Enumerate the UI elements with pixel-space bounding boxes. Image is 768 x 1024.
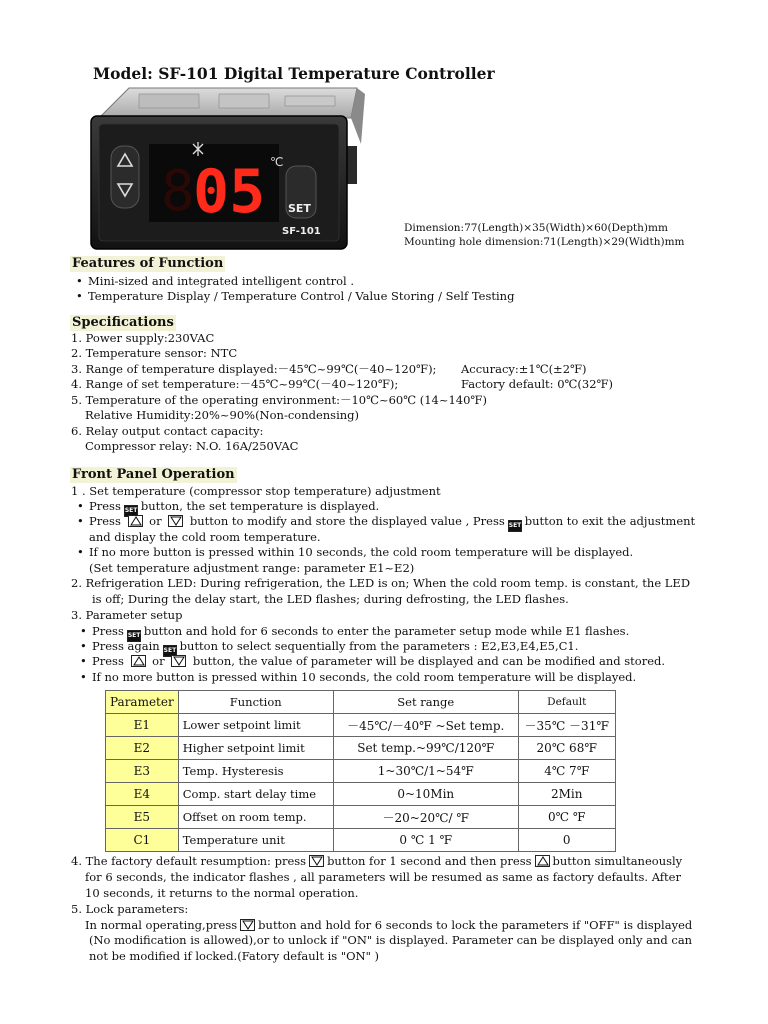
spec-line: 2. Temperature sensor: NTC [71,346,238,360]
s1-bullet-3: • If no more button is pressed within 10 seconds, the cold room temperature will be displayed. [89,545,633,560]
s5-line-2: (No modification is allowed),or to unlock if "ON" is displayed. Parameter can be displayed only and can [89,933,693,947]
down-triangle-key-icon [168,515,183,527]
specifications-heading: Specifications [72,315,174,330]
header-function: Function [178,691,333,714]
param-function: Comp. start delay time [178,783,333,806]
table-row [106,783,616,806]
param-function: Temperature unit [178,829,333,852]
s3-bullet-3: • Press or button, the value of parameter will be displayed and can be modified and stored. [92,654,665,669]
s5-title: 5. Lock parameters: [71,902,189,916]
up-triangle-key-icon [128,515,143,527]
param-default: 2Min [518,783,615,806]
header-parameter: Parameter [106,691,179,714]
down-triangle-key-icon [309,855,324,867]
s3-bullet-4: • If no more button is pressed within 10 seconds, the cold room temperature will be displayed. [92,670,636,685]
set-key-icon: SET [508,520,522,532]
model-label: SF-101 [282,226,321,237]
param-code: E2 [106,737,179,760]
spec-line: Relative Humidity:20%~90%(Non-condensing) [85,408,360,422]
param-range: Set temp.~99℃/120℉ [333,737,518,760]
param-code: E1 [106,714,179,737]
param-range: 1~30℃/1~54℉ [333,760,518,783]
spec-factory-default: Factory default: 0℃(32℉) [461,377,614,391]
spec-line: 6. Relay output contact capacity: [71,424,264,438]
down-triangle-key-icon [171,655,186,667]
set-button-label: SET [288,202,311,215]
dimension-line: Dimension:77(Length)×35(Width)×60(Depth)mm [404,222,668,234]
feature-item: • Temperature Display / Temperature Control / Value Storing / Self Testing [88,289,514,304]
param-function: Temp. Hysteresis [178,760,333,783]
param-default: 0 [518,829,615,852]
param-code: E5 [106,806,179,829]
features-heading: Features of Function [72,256,224,271]
param-range: 0 ℃ 1 ℉ [333,829,518,852]
table-row [106,737,616,760]
param-code: C1 [106,829,179,852]
set-key-icon: SET [124,505,138,517]
up-triangle-key-icon [535,855,550,867]
dimension-text [404,221,685,249]
param-range: 0~10Min [333,783,518,806]
table-row [106,829,616,852]
unit-label: ℃ [270,155,284,169]
spec-line: 1. Power supply:230VAC [71,331,215,345]
s1-title: 1 . Set temperature (compressor stop temperature) adjustment [71,484,441,498]
header-set-range: Set range [333,691,518,714]
s3-bullet-1: • Press SET button and hold for 6 seconds to enter the parameter setup mode while E1 flashes. [92,624,629,642]
s2-line: 2. Refrigeration LED: During refrigeration, the LED is on; When the cold room temp. is constant, the LED [71,576,691,590]
param-code: E3 [106,760,179,783]
param-function: Offset on room temp. [178,806,333,829]
header-default: Default [518,691,615,714]
spec-accuracy: Accuracy:±1℃(±2℉) [461,362,587,376]
parameter-table [105,690,616,852]
param-default: 0℃ ℉ [518,806,615,829]
mounting-hole-line: Mounting hole dimension:71(Length)×29(Width)mm [404,236,685,248]
feature-item: • Mini-sized and integrated intelligent control . [88,274,354,289]
s1-bullet-2: • Press or button to modify and store the displayed value , Press SET button to exit the adjustment [89,514,695,532]
s4-line-1: 4. The factory default resumption: press button for 1 second and then press button simultaneously [71,854,683,868]
s4-line-2: for 6 seconds, the indicator flashes , all parameters will be resumed as same as factory defaults. After [85,870,681,884]
spec-line: 4. Range of set temperature:－45℃~99℃(－40~120℉); [71,377,399,391]
display-digits: 05 [193,157,266,227]
param-default: －35℃ －31℉ [518,714,615,737]
s4-line-3: 10 seconds, it returns to the normal operation. [85,886,359,900]
page-title: Model: SF-101 Digital Temperature Controller [93,64,495,83]
s2-line: is off; During the delay start, the LED flashes; during defrosting, the LED flashes. [92,592,569,606]
param-default: 4℃ 7℉ [518,760,615,783]
s1-bullet-3-cont: (Set temperature adjustment range: parameter E1~E2) [89,561,415,575]
s1-bullet-1: • Press SET button, the set temperature is displayed. [89,499,379,517]
s1-bullet-2-cont: and display the cold room temperature. [89,530,321,544]
set-key-icon: SET [163,645,177,657]
param-function: Higher setpoint limit [178,737,333,760]
front-panel-heading: Front Panel Operation [72,467,235,482]
param-function: Lower setpoint limit [178,714,333,737]
s5-line-1: In normal operating,press button and hold for 6 seconds to lock the parameters if "OFF" is displayed [85,918,693,932]
table-row [106,760,616,783]
controller-photo [89,84,385,254]
param-default: 20℃ 68℉ [518,737,615,760]
set-key-icon: SET [127,630,141,642]
s5-line-3: not be modified if locked.(Fatory default is "ON" ) [89,949,380,963]
spec-line: Compressor relay: N.O. 16A/250VAC [85,439,299,453]
param-range: －20~20℃/ ℉ [333,806,518,829]
param-code: E4 [106,783,179,806]
spec-line: 3. Range of temperature displayed:－45℃~99℃(－40~120℉); [71,362,437,376]
table-row [106,714,616,737]
param-range: －45℃/－40℉ ~Set temp. [333,714,518,737]
s3-title: 3. Parameter setup [71,608,183,622]
svg-text:8: 8 [161,159,195,224]
s3-bullet-2: • Press again SET button to select sequentially from the parameters : E2,E3,E4,E5,C1. [92,639,578,657]
table-header-row [106,691,616,714]
table-row [106,806,616,829]
down-triangle-key-icon [240,919,255,931]
up-triangle-key-icon [131,655,146,667]
spec-line: 5. Temperature of the operating environment:－10℃~60℃ (14~140℉) [71,393,487,407]
